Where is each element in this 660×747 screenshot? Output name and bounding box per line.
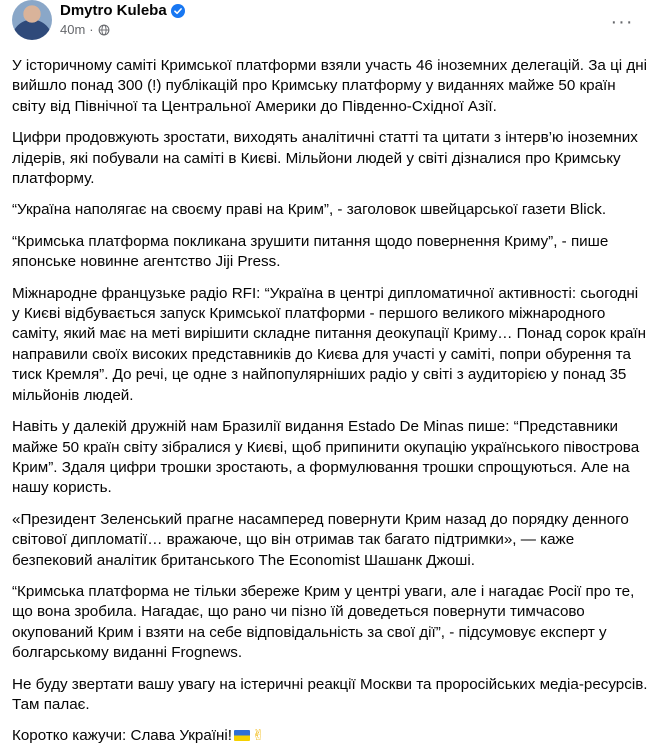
globe-icon[interactable] [98,24,110,36]
closing-paragraph [12,726,648,746]
author-row [60,2,185,19]
post-paragraph: Міжнародне французьке радіо RFI: “Україна в центрі дипломатичної активності: сьогодні у Києві відбувається запуск Кримської платформи - першого великого міжнародного саміту, який має на меті вирішити складне питання деокупації Криму… Понад сорок країн направили своїх високих представників до Києва для участі у саміті, попри обурення та тиск Кремля”. До речі, це одне з найпопулярніших радіо у світі з аудиторією у понад 35 мільйонів людей. [12,284,647,404]
victory-hand-emoji: ✌ [252,727,265,745]
closing-text: Коротко кажучи: Слава Україні! [12,727,233,745]
post-paragraph: «Президент Зеленський прагне насамперед повернути Крим назад до порядку денного світової дипломатії… вражаюче, що він отримав так багато підтримки», — каже безпековий аналітик британського The Economist Шашанк Джоші. [12,510,629,569]
verified-badge-icon [171,4,185,18]
post-paragraph: Не буду звертати вашу увагу на істеричні реакції Москви та проросійських медіа-ресурсів. Там палає. [12,675,648,713]
post-time[interactable]: 40m [60,22,86,37]
post-paragraph: У історичному саміті Кримської платформи взяли участь 46 іноземних делегацій. За ці дні вийшло понад 300 (!) публікацій про Кримську платформу у виданнях майже 50 країн світу від Північної та Центральної Америки до Південно-Східної Азії. [12,57,648,115]
post-paragraph: “Україна наполягає на своєму праві на Крим”, - заголовок швейцарської газети Blick. [12,201,607,219]
post-paragraph: “Кримська платформа не тільки збереже Крим у центрі уваги, але і нагадає Росії про те, що вона зробила. Нагадає, що рано чи пізно їй доведеться повернути тимчасово окупований Крим і взяти на себе відповідальність за свої дії”, - підсумовує експерт у болгарському виданні Frognews. [12,582,635,662]
post-body [12,56,648,747]
post-paragraph: “Кримська платформа покликана зрушити питання щодо повернення Криму”, - пише японське новинне агентство Jiji Press. [12,232,609,271]
post-subline [60,22,185,37]
post-paragraph: Цифри продовжують зростати, виходять аналітичні статті та цитати з інтерв’ю іноземних лідерів, які побували на саміті в Києві. Мільйони людей у світі дізналися про Кримську платформу. [12,129,638,188]
avatar[interactable] [12,0,52,40]
author-name[interactable]: Dmytro Kuleba [60,2,167,19]
meta-separator: · [89,22,94,37]
post-header [12,0,648,50]
post-paragraph: Навіть у далекій дружній нам Бразилії видання Estado De Minas пише: “Представники майже 50 країн світу зібралися у Києві, щоб припинити окупацію українського півострова Крим”. Здаля цифри трошки зростають, а формулювання трошки спрощуються. Але на нашу користь. [12,418,640,497]
more-options-icon[interactable]: ··· [610,10,634,33]
post-meta [60,0,185,37]
ukraine-flag-emoji [234,730,250,741]
